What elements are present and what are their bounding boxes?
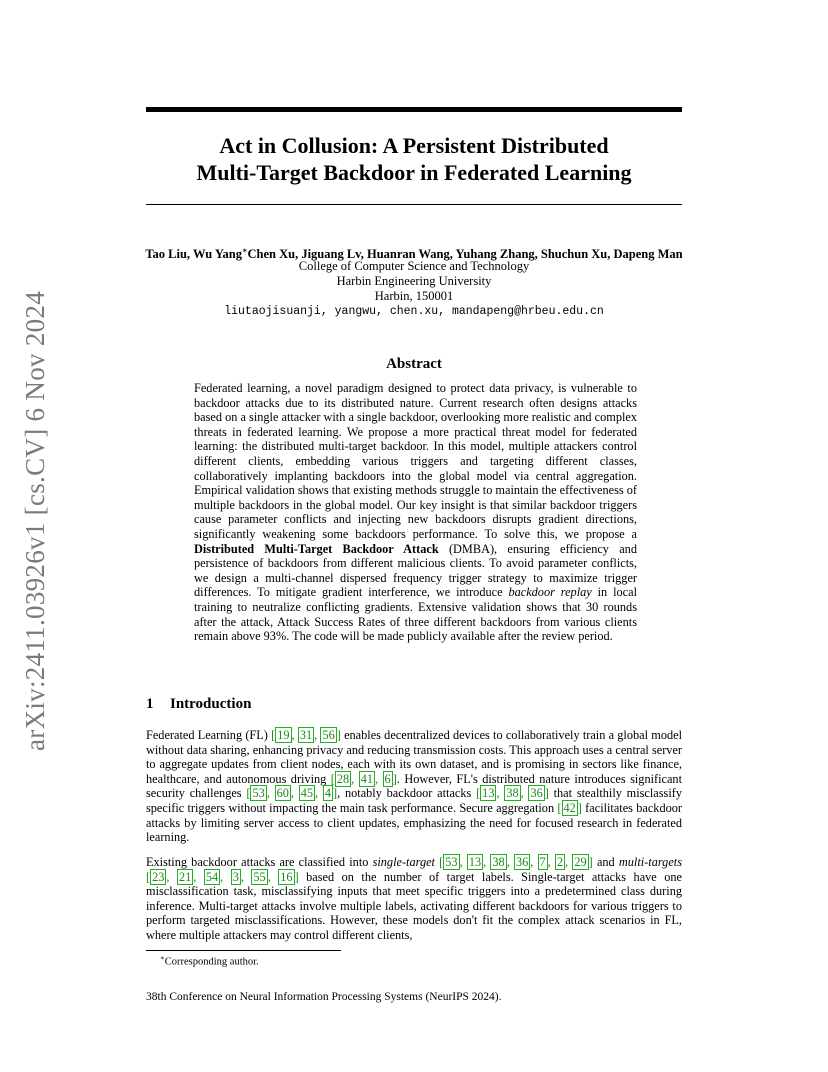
citation-group[interactable]: [ 28 , 41 , 6 ]	[330, 771, 397, 786]
citation-link[interactable]: 31	[299, 728, 313, 742]
title-line-2: Multi-Target Backdoor in Federated Learning	[196, 160, 632, 185]
citation-link[interactable]: 53	[252, 786, 265, 801]
abstract-bold-method: Distributed Multi-Target Backdoor Attack	[194, 541, 439, 556]
p2-italic-term: single-target	[372, 855, 435, 869]
citation-link[interactable]: 38	[492, 855, 505, 869]
citation-group[interactable]: [ 23 , 21 , 54 , 3 , 55 , 16 ]	[146, 869, 299, 884]
abstract-italic-term: backdoor replay	[508, 585, 592, 600]
footnote-mark: ∗	[160, 954, 165, 962]
citation-link[interactable]: 21	[178, 869, 192, 884]
citation-group[interactable]: [ 53 , 60 , 45 , 4 ]	[246, 786, 338, 801]
section-heading-introduction	[146, 696, 251, 713]
citation-link[interactable]: 41	[360, 771, 373, 786]
citation-group[interactable]: [ 13 , 38 , 36 ]	[476, 786, 549, 801]
p1-text: that stealthily misclassify specific triggers without impacting the main task performance. Secure aggregation	[146, 786, 682, 815]
citation-link[interactable]: 16	[280, 869, 293, 884]
abstract-body	[194, 381, 637, 644]
title-line-1: Act in Collusion: A Persistent Distributed	[219, 133, 609, 158]
citation-link[interactable]: 53	[445, 855, 458, 869]
p1-text: . However, FL's distributed nature introduces significant security challenges	[146, 771, 682, 801]
intro-paragraph-2	[146, 855, 682, 943]
affiliation-university: Harbin Engineering University	[336, 274, 492, 288]
abstract-text-c: in local training to neutralize conflicting gradients. Extensive validation shows that 30 rounds after the attack, Attack Success Rates of three different backdoors from various clients remain above 93%. The code will be made publicly available after the review period.	[194, 585, 637, 644]
citation-link[interactable]: 19	[277, 728, 290, 742]
citation-link[interactable]: 56	[322, 728, 335, 742]
citation-link[interactable]: 28	[336, 771, 350, 786]
abstract-text-a: Federated learning, a novel paradigm designed to protect data privacy, is vulnerable to backdoor attacks due to its distributed nature. Current research often designs attacks based on a single attacker with a single backdoor, overlooking more realistic and complex threats in federated learning. We propose a more practical threat model for federated learning: the distributed multi-target backdoor. In this model, multiple attackers control different clients, embedding various triggers and targeting different classes, collaboratively implanting backdoors into the global model via central aggregation. Empirical validation shows that existing methods struggle to maintain the effectiveness of multiple backdoors in the global model. Our key insight is that similar backdoor triggers cause parameter conflicts and injecting new backdoors disrupts gradient directions, significantly weakening some backdoors performance. To solve this, we propose a	[194, 381, 637, 541]
p2-text: based on the number of target labels. Single-target attacks have one misclassification task, misclassifying inputs that meet specific triggers into a predetermined class during inference. Multi-target attacks involve multiple labels, activating different backdoors for various triggers to perform targeted misclassifications. However, these models don't fit the complex attack scenarios in FL, where multiple attackers may control different clients,	[146, 869, 682, 942]
authors-rest: Chen Xu, Jiguang Lv, Huanran Wang, Yuhang Zhang, Shuchun Xu, Dapeng Man	[247, 247, 683, 262]
citation-link[interactable]: 23	[152, 869, 165, 884]
abstract-heading: Abstract	[386, 356, 442, 372]
title-rule-bottom	[146, 204, 682, 205]
citation-group[interactable]: [ 42 ]	[557, 800, 582, 815]
footnote-rule	[146, 950, 341, 951]
citation-link[interactable]: 13	[468, 855, 482, 869]
citation-link[interactable]: 55	[253, 869, 266, 884]
affiliation	[114, 259, 714, 319]
citation-group[interactable]: [ 19 , 31 , 56 ]	[271, 728, 341, 742]
citation-link[interactable]: 2	[556, 855, 564, 869]
affiliation-city: Harbin, 150001	[374, 289, 454, 303]
section-number: 1	[146, 696, 154, 712]
p1-text: enables decentralized devices to collaboratively train a global model without data sharing, enhancing privacy and reducing transmission costs. This approach uses a central server to aggregate updates from client nodes, each with its own dataset, and is promising in sectors like finance, healthcare, and autonomous driving	[146, 728, 682, 786]
citation-link[interactable]: 36	[515, 855, 529, 869]
affiliation-emails: liutaojisuanji, yangwu, chen.xu, mandapeng@hrbeu.edu.cn	[224, 305, 604, 318]
citation-link[interactable]: 13	[482, 786, 495, 801]
p2-text: Existing backdoor attacks are classified into	[146, 855, 373, 869]
section-title: Introduction	[170, 696, 252, 712]
footnote-text: Corresponding author.	[164, 956, 259, 968]
citation-link[interactable]: 42	[563, 800, 576, 815]
p2-text: and	[592, 855, 619, 869]
citation-link[interactable]: 60	[276, 786, 289, 801]
p2-italic-term: multi-targets	[618, 855, 682, 869]
citation-link[interactable]: 29	[574, 855, 587, 869]
p1-text: Federated Learning (FL)	[146, 728, 272, 742]
citation-link[interactable]: 38	[506, 786, 519, 801]
footnote	[160, 954, 259, 968]
paper-title	[146, 132, 682, 186]
intro-paragraph-1	[146, 728, 682, 845]
authors-first: Tao Liu, Wu Yang	[145, 247, 242, 262]
citation-link[interactable]: 6	[384, 771, 391, 786]
p1-text: facilitates backdoor attacks by limiting server access to client updates, emphasizing the need for focused research in federated learning.	[146, 800, 682, 845]
affiliation-dept: College of Computer Science and Technology	[298, 259, 530, 273]
citation-group[interactable]: [ 53 , 13 , 38 , 36 , 7 , 2 , 29 ]	[439, 855, 593, 869]
abstract-text-b: (DMBA), ensuring efficiency and persistence of backdoors from different malicious clients. To avoid parameter conflicts, we design a multi-channel dispersed frequency trigger strategy to maximize trigger differences. To mitigate gradient interference, we introduce	[194, 541, 637, 600]
p1-text: , notably backdoor attacks	[337, 786, 477, 801]
citation-link[interactable]: 45	[300, 786, 314, 801]
citation-link[interactable]: 54	[205, 869, 219, 884]
citation-link[interactable]: 4	[324, 786, 332, 801]
citation-link[interactable]: 3	[232, 869, 239, 884]
citation-link[interactable]: 36	[530, 786, 543, 801]
arxiv-sidebar-stamp: arXiv:2411.03926v1 [cs.CV] 6 Nov 2024	[20, 290, 50, 751]
corresponding-mark: ∗	[241, 246, 248, 255]
citation-link[interactable]: 7	[539, 855, 546, 869]
venue-footer: 38th Conference on Neural Information Processing Systems (NeurIPS 2024).	[146, 991, 502, 1003]
title-rule-top	[146, 107, 682, 112]
